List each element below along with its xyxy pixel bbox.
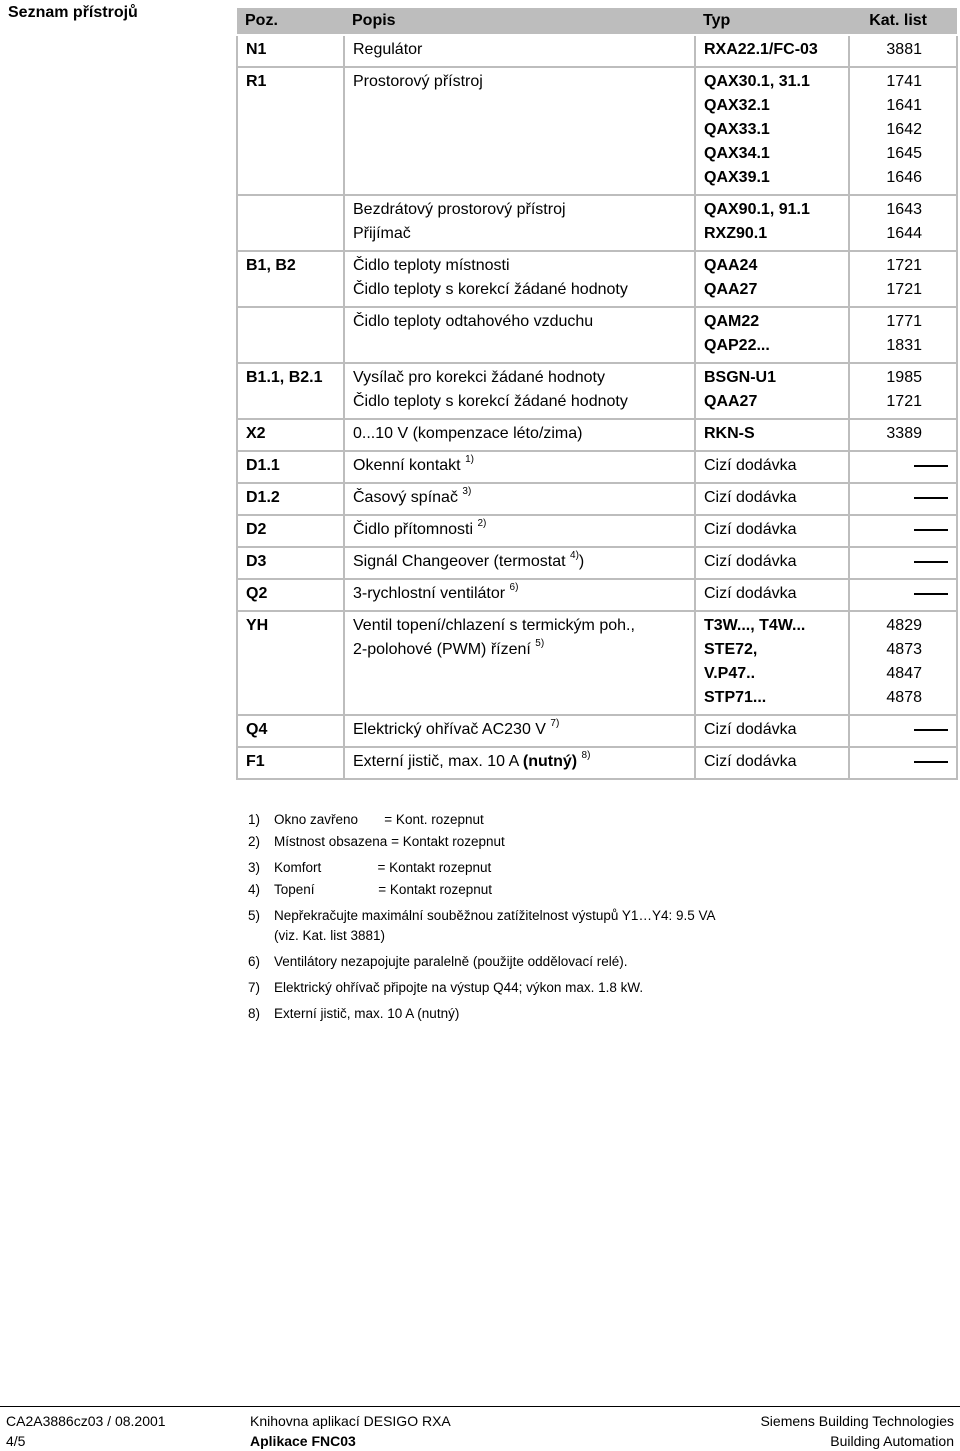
catalog-cell [849, 515, 957, 547]
catalog-number: 3389 [886, 425, 922, 442]
description-cell [344, 547, 695, 579]
type-cell [695, 747, 849, 779]
application-name: Aplikace FNC03 [250, 1433, 356, 1449]
doc-id: CA2A3886cz03 / 08.2001 [6, 1413, 166, 1429]
type-cell [695, 363, 849, 419]
description-cell [344, 611, 695, 715]
catalog-number: 1644 [886, 225, 922, 242]
position-cell: Q2 [237, 579, 344, 611]
description-line [353, 310, 686, 334]
description-text: 2-polohové (PWM) řízení [353, 641, 531, 658]
catalog-cell [849, 451, 957, 483]
table-body [237, 35, 957, 779]
position-cell: X2 [237, 419, 344, 451]
description-line [353, 454, 686, 478]
table-row [237, 611, 957, 715]
description-line [353, 582, 686, 606]
type-cell [695, 195, 849, 251]
description-text: Okenní kontakt [353, 457, 461, 474]
table-row [237, 579, 957, 611]
catalog-cell [849, 363, 957, 419]
footnote-ref: 3) [462, 486, 472, 497]
description-cell [344, 579, 695, 611]
description-cell [344, 419, 695, 451]
catalog-number: 4829 [886, 617, 922, 634]
footnote-number: 4) [248, 882, 261, 897]
footnote-text: Místnost obsazena = Kontakt rozepnut [274, 834, 505, 849]
type-cell [695, 515, 849, 547]
footnote-text: Nepřekračujte maximální souběžnou zatížitelnost výstupů Y1…Y4: 9.5 VA [274, 908, 716, 923]
description-cell [344, 363, 695, 419]
description-cell [344, 307, 695, 363]
description-text: Prostorový přístroj [353, 73, 483, 90]
type-cell [695, 251, 849, 307]
position-cell: D3 [237, 547, 344, 579]
catalog-number: 1985 [886, 369, 922, 386]
footnote-text: Topení = Kontakt rozepnut [274, 882, 492, 897]
footnote-number: 8) [248, 1006, 261, 1021]
footnote-text: Ventilátory nezapojujte paralelně (použijte oddělovací relé). [274, 954, 628, 969]
catalog-dash-line [858, 718, 922, 742]
type-line: STE72, [704, 641, 758, 658]
catalog-number: 1721 [886, 281, 922, 298]
description-text: Čidlo teploty místnosti [353, 257, 510, 274]
description-line [353, 278, 686, 302]
footnote-item [248, 978, 868, 998]
type-cell [695, 35, 849, 67]
catalog-cell [849, 195, 957, 251]
position-cell: B1.1, B2.1 [237, 363, 344, 419]
footnote-ref: 2) [477, 518, 487, 529]
header-popis: Popis [344, 8, 695, 35]
type-cell [695, 547, 849, 579]
description-line [353, 422, 686, 446]
description-text: 3-rychlostní ventilátor [353, 585, 506, 602]
catalog-dash-line [858, 550, 922, 574]
table-row [237, 35, 957, 67]
dash-mark [914, 729, 948, 731]
catalog-number: 1721 [886, 393, 922, 410]
description-text: Regulátor [353, 41, 423, 58]
section-title: Seznam přístrojů [8, 4, 138, 21]
catalog-cell [849, 579, 957, 611]
type-line: Cizí dodávka [704, 721, 797, 738]
catalog-number: 1721 [886, 257, 922, 274]
type-line: QAA27 [704, 281, 758, 298]
type-line: Cizí dodávka [704, 521, 797, 538]
catalog-cell [849, 67, 957, 195]
type-line: QAX39.1 [704, 169, 770, 186]
footnote-item [248, 832, 868, 852]
type-line: QAX33.1 [704, 121, 770, 138]
type-line: QAM22 [704, 313, 760, 330]
position-cell [237, 195, 344, 251]
description-line [353, 750, 686, 774]
footnote-body [274, 978, 868, 998]
footnote-ref: 4) [570, 550, 579, 561]
footnote-body [274, 810, 868, 830]
description-emphasis: (nutný) [522, 753, 578, 770]
dash-mark [914, 761, 948, 763]
page-number: 4/5 [6, 1433, 26, 1449]
type-line: Cizí dodávka [704, 457, 797, 474]
dash-mark [914, 497, 948, 499]
dash-mark [914, 593, 948, 595]
catalog-number: 4873 [886, 641, 922, 658]
position-cell: D2 [237, 515, 344, 547]
description-cell [344, 451, 695, 483]
catalog-number: 1643 [886, 201, 922, 218]
catalog-number: 4878 [886, 689, 922, 706]
footnote-ref: 6) [509, 582, 519, 593]
division-name: Building Automation [830, 1433, 954, 1449]
type-line: Cizí dodávka [704, 553, 797, 570]
description-line [353, 550, 686, 574]
footnote-body [274, 880, 868, 900]
device-list-table [236, 8, 958, 780]
description-text: Signál Changeover (termostat [353, 553, 566, 570]
description-text: Ventil topení/chlazení s termickým poh., [353, 617, 635, 634]
footnote-ref: 7) [550, 718, 560, 729]
description-line [353, 518, 686, 542]
position-cell: YH [237, 611, 344, 715]
page-footer [0, 1406, 960, 1449]
description-cell [344, 483, 695, 515]
description-cell [344, 715, 695, 747]
footnote-body [274, 906, 868, 946]
description-cell [344, 67, 695, 195]
footnote-number: 3) [248, 860, 261, 875]
position-cell: Q4 [237, 715, 344, 747]
type-line: RKN-S [704, 425, 755, 442]
catalog-cell [849, 251, 957, 307]
catalog-cell [849, 35, 957, 67]
catalog-number: 1771 [886, 313, 922, 330]
footnote-text: Komfort = Kontakt rozepnut [274, 860, 492, 875]
description-line [353, 70, 686, 94]
footnote-number: 1) [248, 812, 261, 827]
catalog-cell [849, 547, 957, 579]
type-cell [695, 483, 849, 515]
footnote-item [248, 906, 868, 946]
catalog-cell [849, 483, 957, 515]
catalog-cell [849, 747, 957, 779]
catalog-number: 1831 [886, 337, 922, 354]
type-line: T3W..., T4W... [704, 617, 806, 634]
dash-mark [914, 465, 948, 467]
catalog-number: 1646 [886, 169, 922, 186]
footnote-ref: 1) [465, 454, 474, 465]
description-line [353, 38, 686, 62]
position-cell [237, 307, 344, 363]
footnote-text: Externí jistič, max. 10 A (nutný) [274, 1006, 460, 1021]
type-cell [695, 611, 849, 715]
description-text: Elektrický ohřívač AC230 V [353, 721, 546, 738]
footnote-body [274, 858, 868, 878]
footnote-number: 6) [248, 954, 261, 969]
catalog-number: 1741 [886, 73, 922, 90]
description-text: 0...10 V (kompenzace léto/zima) [353, 425, 583, 442]
description-cell [344, 195, 695, 251]
description-cell [344, 35, 695, 67]
type-line: QAX30.1, 31.1 [704, 73, 810, 90]
company-name: Siemens Building Technologies [760, 1413, 954, 1429]
catalog-cell [849, 307, 957, 363]
description-cell [344, 747, 695, 779]
position-cell: F1 [237, 747, 344, 779]
table-row [237, 251, 957, 307]
header-poz: Poz. [237, 8, 344, 35]
table-row [237, 515, 957, 547]
type-line: STP71... [704, 689, 767, 706]
position-cell: N1 [237, 35, 344, 67]
type-line: QAX32.1 [704, 97, 770, 114]
footnote-item [248, 1004, 868, 1024]
footnote-item [248, 858, 868, 878]
catalog-dash-line [858, 486, 922, 510]
catalog-number: 1645 [886, 145, 922, 162]
footnote-body [274, 832, 868, 852]
catalog-number: 4847 [886, 665, 922, 682]
catalog-dash-line [858, 582, 922, 606]
description-text: Externí jistič, max. 10 A [353, 753, 519, 770]
footnote-text-cont: (viz. Kat. list 3881) [274, 928, 386, 943]
footnote-ref: 5) [535, 638, 545, 649]
description-line [353, 222, 686, 246]
type-line: QAA24 [704, 257, 758, 274]
table-header-row [237, 8, 957, 35]
type-line: V.P47.. [704, 665, 756, 682]
description-line [353, 390, 686, 414]
type-line: Cizí dodávka [704, 489, 797, 506]
type-cell [695, 307, 849, 363]
footnote-body [274, 952, 868, 972]
footnote-number: 2) [248, 834, 261, 849]
footnote-text: Elektrický ohřívač připojte na výstup Q44; výkon max. 1.8 kW. [274, 980, 644, 995]
description-line [353, 366, 686, 390]
description-line [353, 198, 686, 222]
position-cell: D1.2 [237, 483, 344, 515]
footnote-number: 7) [248, 980, 261, 995]
catalog-number: 1641 [886, 97, 922, 114]
position-cell: D1.1 [237, 451, 344, 483]
position-cell: R1 [237, 67, 344, 195]
description-cell [344, 515, 695, 547]
footnote-ref: 8) [581, 750, 591, 761]
header-typ: Typ [695, 8, 849, 35]
catalog-number: 3881 [886, 41, 922, 58]
dash-mark [914, 529, 948, 531]
table-row [237, 363, 957, 419]
description-text: Přijímač [353, 225, 411, 242]
position-cell: B1, B2 [237, 251, 344, 307]
library-name: Knihovna aplikací DESIGO RXA [250, 1413, 451, 1429]
table-row [237, 483, 957, 515]
table-row [237, 547, 957, 579]
catalog-number: 1642 [886, 121, 922, 138]
dash-mark [914, 561, 948, 563]
description-text: Vysílač pro korekci žádané hodnoty [353, 369, 605, 386]
table-row [237, 715, 957, 747]
description-line [353, 254, 686, 278]
table-row [237, 195, 957, 251]
footnote-item [248, 880, 868, 900]
footnotes [248, 810, 868, 1026]
table-row [237, 307, 957, 363]
type-line: QAX90.1, 91.1 [704, 201, 810, 218]
description-line [353, 614, 686, 638]
type-line: RXZ90.1 [704, 225, 768, 242]
footnote-text: Okno zavřeno = Kont. rozepnut [274, 812, 484, 827]
type-cell [695, 67, 849, 195]
table-row [237, 451, 957, 483]
description-line [353, 718, 686, 742]
type-line: RXA22.1/FC-03 [704, 41, 818, 58]
catalog-cell [849, 715, 957, 747]
type-line: QAP22... [704, 337, 770, 354]
description-text: Časový spínač [353, 489, 458, 506]
type-line: BSGN-U1 [704, 369, 777, 386]
table-row [237, 67, 957, 195]
catalog-dash-line [858, 518, 922, 542]
description-line [353, 638, 686, 662]
type-line: QAA27 [704, 393, 758, 410]
description-suffix: ) [578, 553, 585, 570]
table-row [237, 747, 957, 779]
description-cell [344, 251, 695, 307]
footnote-item [248, 810, 868, 830]
type-line: Cizí dodávka [704, 753, 797, 770]
footnote-item [248, 952, 868, 972]
type-cell [695, 451, 849, 483]
type-line: QAX34.1 [704, 145, 770, 162]
header-kat: Kat. list [849, 8, 957, 35]
footnote-number: 5) [248, 908, 261, 923]
description-text: Bezdrátový prostorový přístroj [353, 201, 566, 218]
catalog-cell [849, 419, 957, 451]
catalog-dash-line [858, 454, 922, 478]
catalog-cell [849, 611, 957, 715]
description-text: Čidlo přítomnosti [353, 521, 474, 538]
description-text: Čidlo teploty s korekcí žádané hodnoty [353, 281, 628, 298]
type-cell [695, 419, 849, 451]
type-cell [695, 715, 849, 747]
catalog-dash-line [858, 750, 922, 774]
description-line [353, 486, 686, 510]
description-text: Čidlo teploty s korekcí žádané hodnoty [353, 393, 628, 410]
type-line: Cizí dodávka [704, 585, 797, 602]
table-row [237, 419, 957, 451]
footnote-body [274, 1004, 868, 1024]
type-cell [695, 579, 849, 611]
description-text: Čidlo teploty odtahového vzduchu [353, 313, 594, 330]
